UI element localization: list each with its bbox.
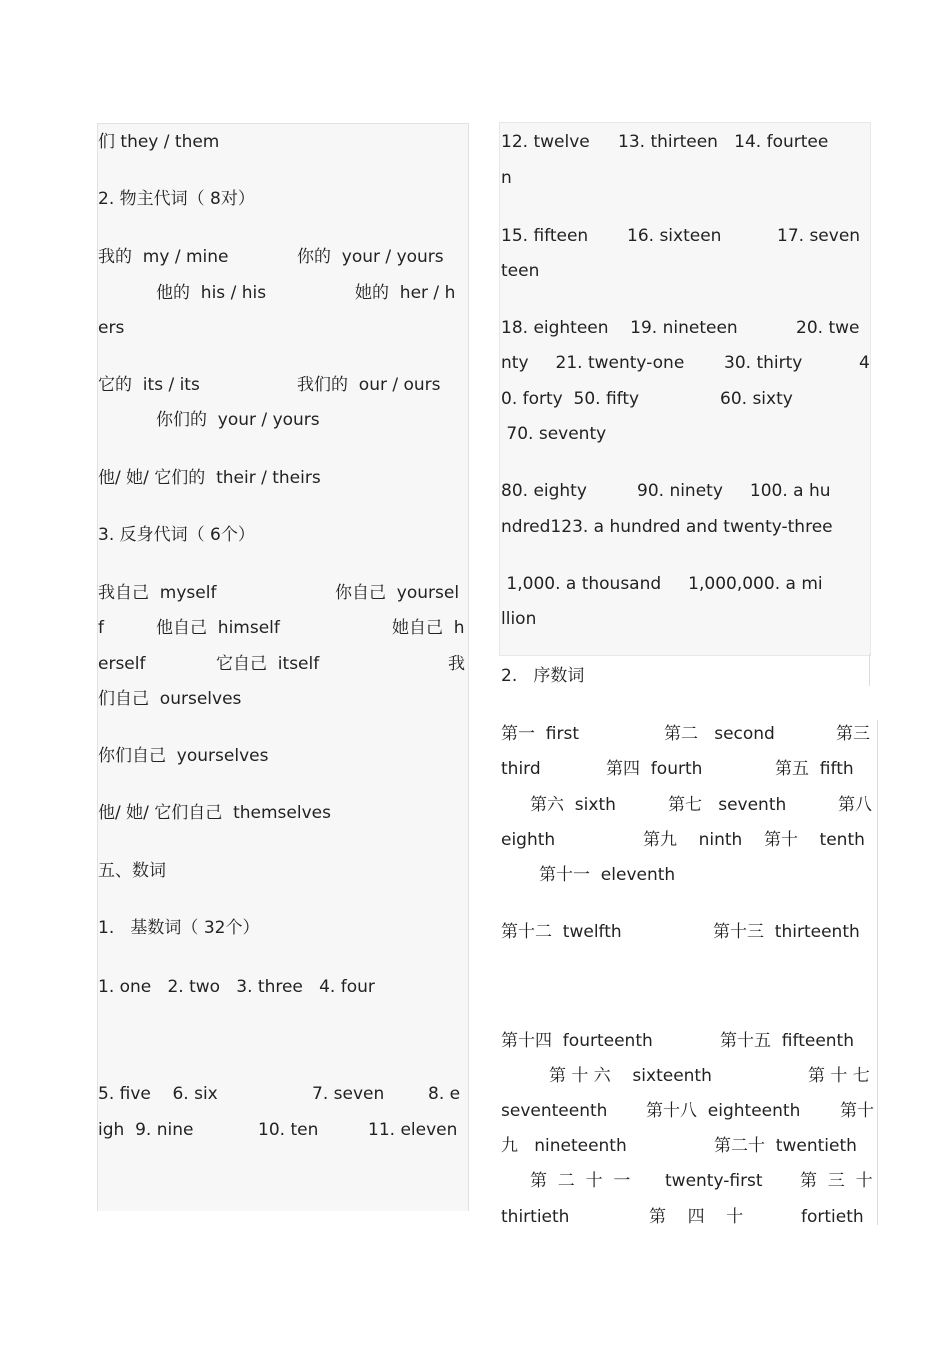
text-line: 第八 (838, 795, 872, 815)
text-line: 第五 fifth (775, 759, 854, 779)
text-line: 20. twe (796, 318, 860, 338)
text-line: f (98, 618, 104, 638)
text-line: 18. eighteen 19. nineteen (501, 318, 738, 338)
text-line: 你的 your / yours (297, 247, 444, 267)
text-line: 你们自己 yourselves (98, 746, 269, 766)
text-line: 们自己 ourselves (98, 689, 242, 709)
text-line: 第九 ninth 第十 tenth (643, 830, 865, 850)
text-line: 12. twelve (501, 132, 590, 152)
text-line: 她自己 h (392, 618, 465, 638)
text-line: seventeenth (501, 1101, 608, 1121)
text-line: 你们的 your / yours (156, 410, 320, 430)
text-line: 第三 (836, 724, 870, 744)
text-line: 它自己 itself (216, 654, 320, 674)
text-line: 第 十 六 sixteenth (549, 1066, 712, 1086)
text-line: 你自己 yoursel (335, 583, 460, 603)
text-line: 它的 its / its (98, 375, 200, 395)
text-line: 10. ten (258, 1120, 319, 1140)
text-line: 5. five 6. six (98, 1084, 218, 1104)
text-line: nty 21. twenty-one (501, 353, 685, 373)
text-line: 第一 first (501, 724, 580, 744)
text-line: 第 十 七 (808, 1066, 870, 1086)
text-line: 我的 my / mine (98, 247, 229, 267)
section-heading: 2. 物主代词（ 8对） (98, 189, 255, 209)
text-line: 4 (859, 353, 870, 373)
text-line: 第四 fourth (606, 759, 703, 779)
text-line: 7. seven (312, 1084, 385, 1104)
text-line: 11. eleven (368, 1120, 458, 1140)
text-line: 第 三 十 (800, 1171, 873, 1191)
section-heading: 1. 基数词（ 32个） (98, 918, 260, 938)
text-line: 第七 seventh (668, 795, 787, 815)
text-line: 第六 sixth (530, 795, 616, 815)
text-line: llion (501, 609, 537, 629)
text-line: 15. fifteen (501, 226, 589, 246)
text-line: 第十五 fifteenth (720, 1031, 854, 1051)
text-line: 80. eighty (501, 481, 587, 501)
text-line: 第十二 twelfth (501, 922, 622, 942)
text-line: 他的 his / his (156, 283, 267, 303)
text-line: 他/ 她/ 它们自己 themselves (98, 803, 331, 823)
text-line: 13. thirteen 14. fourtee (618, 132, 829, 152)
text-line: 她的 her / h (355, 283, 456, 303)
text-line: thirtieth (501, 1207, 570, 1227)
text-line: 第十三 thirteenth (713, 922, 860, 942)
section-heading: 五、数词 (98, 861, 166, 881)
text-line: 17. seven (777, 226, 861, 246)
text-line: teen (501, 261, 540, 281)
right-border-line (877, 720, 878, 1225)
text-line: 第二 second (664, 724, 775, 744)
right-border-line (869, 654, 870, 686)
section-heading: 2. 序数词 (501, 666, 585, 686)
text-line: 第十四 fourteenth (501, 1031, 653, 1051)
text-line: 70. seventy (501, 424, 607, 444)
text-line: 们 they / them (98, 132, 220, 152)
text-line: 16. sixteen (627, 226, 722, 246)
text-line: 他/ 她/ 它们的 their / theirs (98, 468, 321, 488)
text-line: 他自己 himself (156, 618, 280, 638)
text-line: 8. e (428, 1084, 461, 1104)
text-line: n (501, 168, 512, 188)
text-line: 九 nineteenth (501, 1136, 627, 1156)
text-line: 第十一 eleventh (539, 865, 676, 885)
text-line: erself (98, 654, 146, 674)
text-line: 第 二 十 一 (530, 1171, 631, 1191)
text-line: 我们的 our / ours (297, 375, 441, 395)
text-line: 第二十 twentieth (714, 1136, 857, 1156)
text-line: 90. ninety 100. a hu (637, 481, 831, 501)
text-line: fortieth (801, 1207, 864, 1227)
text-line: third (501, 759, 541, 779)
text-line: eighth (501, 830, 556, 850)
text-line: 1. one 2. two 3. three 4. four (98, 977, 375, 997)
text-line: 30. thirty (724, 353, 803, 373)
text-line: 第十八 eighteenth (646, 1101, 801, 1121)
text-line: 1,000. a thousand 1,000,000. a mi (501, 574, 823, 594)
text-line: igh 9. nine (98, 1120, 194, 1140)
text-line: 第 四 十 (649, 1207, 744, 1227)
text-line: 第十 (840, 1101, 874, 1121)
text-line: 我 (448, 654, 465, 674)
text-line: ndred123. a hundred and twenty-three (501, 517, 833, 537)
text-line: 我自己 myself (98, 583, 217, 603)
text-line: ers (98, 318, 125, 338)
section-heading: 3. 反身代词（ 6个） (98, 525, 255, 545)
text-line: 0. forty 50. fifty (501, 389, 640, 409)
text-line: 60. sixty (720, 389, 793, 409)
text-line: twenty-first (665, 1171, 763, 1191)
